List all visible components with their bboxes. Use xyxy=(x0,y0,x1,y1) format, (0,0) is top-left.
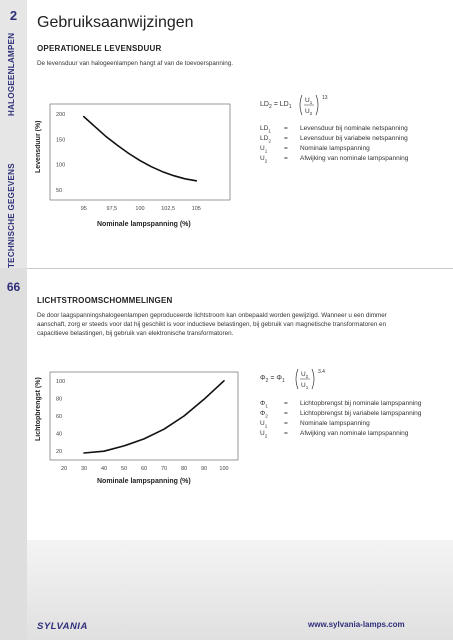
legend-text: Lichtopbrengst bij nominale lampspanning xyxy=(300,400,422,407)
chart1-xlabel: Nominale lampspanning (%) xyxy=(97,221,191,228)
legend-text: Levensduur bij variabele netspanning xyxy=(300,135,408,142)
paren-right xyxy=(316,95,318,115)
paren-right xyxy=(312,369,314,389)
plot-frame xyxy=(50,372,238,460)
legend-symbol: $\Phi_2$ xyxy=(260,410,268,419)
x-tick-label: 100 xyxy=(219,466,229,472)
x-tick-label: 70 xyxy=(160,466,168,472)
x-tick-label: 90 xyxy=(200,466,208,472)
y-tick-label: 20 xyxy=(56,449,63,456)
x-tick-label: 60 xyxy=(140,466,148,472)
legend1-row xyxy=(260,155,408,163)
chart1 xyxy=(48,102,238,212)
chapter-label: HALOGEENLAMPEN xyxy=(7,32,16,116)
x-tick-label: 40 xyxy=(100,466,108,472)
legend-equals: = xyxy=(284,430,288,437)
legend2-row xyxy=(260,400,421,408)
y-tick-label: 50 xyxy=(56,187,63,194)
legend-symbol: $U_1$ xyxy=(260,145,268,154)
plot-frame xyxy=(50,104,230,200)
x-tick-label: 95 xyxy=(80,206,87,212)
legend-equals: = xyxy=(284,420,288,427)
legend-symbol: $LD_2$ xyxy=(260,135,271,144)
legend-equals: = xyxy=(284,135,288,142)
section1-heading: OPERATIONELE LEVENSDUUR xyxy=(37,44,162,53)
website-link[interactable]: www.sylvania-lamps.com xyxy=(308,620,405,629)
legend-text: Afwijking van nominale lampspanning xyxy=(300,430,409,437)
page-title: Gebruiksaanwijzingen xyxy=(37,14,194,31)
legend2-row xyxy=(260,410,421,418)
section2-heading: LICHTSTROOMSCHOMMELINGEN xyxy=(37,296,173,305)
legend1-row xyxy=(260,135,408,143)
legend-text: Nominale lampspanning xyxy=(300,145,370,152)
section-divider xyxy=(27,268,453,269)
formula2-graphic xyxy=(260,366,332,392)
section1-text: De levensduur van halogeenlampen hangt af van de toevoerspanning. xyxy=(37,60,234,67)
legend-text: Nominale lampspanning xyxy=(300,420,370,427)
x-tick-label: 100 xyxy=(135,206,145,212)
legend-equals: = xyxy=(284,125,288,132)
sidebar xyxy=(0,0,27,640)
formula1-den: $U_2$ xyxy=(305,108,313,116)
y-tick-label: 100 xyxy=(56,162,66,169)
formula1-exponent: 13 xyxy=(322,95,328,101)
legend-symbol: $LD_1$ xyxy=(260,125,271,134)
legend-equals: = xyxy=(284,400,288,407)
chart2-xlabel: Nominale lampspanning (%) xyxy=(97,478,191,485)
chart1-ylabel: Levensduur (%) xyxy=(35,120,42,174)
x-tick-label: 30 xyxy=(80,466,88,472)
x-tick-label: 20 xyxy=(60,466,68,472)
formula1-num: $U_1$ xyxy=(305,97,313,105)
paren-left xyxy=(300,95,302,115)
x-tick-label: 80 xyxy=(180,466,188,472)
y-tick-label: 150 xyxy=(56,137,66,144)
formula2-lhs: $\Phi_2 = \Phi_1$ xyxy=(260,375,285,384)
legend2-row xyxy=(260,430,408,438)
legend1-row xyxy=(260,145,370,153)
formula2-exponent: 3.4 xyxy=(318,369,325,375)
section2-text: De door laagspanningshalogeenlampen geproduceerde lichtstroom kan onbepaald worden gewijzigd. Wanneer u een dimmer aanschaft, zorg er steeds voor dat hij geschikt is voor inductieve belastingen, bij gebruik van magnetische transformatoren en capacitieve belastingen, bij gebruik van elektronische transformatoren. xyxy=(37,312,387,338)
chart2-ylabel: Lichtopbrengst (%) xyxy=(35,377,42,441)
legend1-row xyxy=(260,125,408,133)
legend-symbol: $\Phi_1$ xyxy=(260,400,268,409)
formula2-num: $U_2$ xyxy=(301,371,309,379)
legend-symbol: $U_1$ xyxy=(260,420,268,429)
y-tick-label: 100 xyxy=(56,378,66,385)
legend2-row xyxy=(260,420,370,428)
x-tick-label: 102,5 xyxy=(161,206,176,212)
formula1-lhs: $LD_2 = LD_1$ xyxy=(260,101,292,110)
legend-symbol: $U_2$ xyxy=(260,155,268,164)
legend-equals: = xyxy=(284,155,288,162)
sylvania-logo: SYLVANIA xyxy=(37,621,88,632)
legend-equals: = xyxy=(284,145,288,152)
section-label: TECHNISCHE GEGEVENS xyxy=(7,163,16,268)
formula2-den: $U_1$ xyxy=(301,382,309,390)
formula1-graphic xyxy=(260,92,330,118)
legend-text: Afwijking van nominale lampspanning xyxy=(300,155,409,162)
x-tick-label: 105 xyxy=(191,206,201,212)
legend-symbol: $U_2$ xyxy=(260,430,268,439)
chapter-number: 2 xyxy=(9,8,18,23)
y-tick-label: 200 xyxy=(56,112,66,119)
paren-left xyxy=(296,369,298,389)
y-tick-label: 80 xyxy=(56,396,63,403)
formula1 xyxy=(260,92,330,120)
y-tick-label: 60 xyxy=(56,414,63,420)
chart2 xyxy=(48,370,248,472)
legend-text: Lichtopbrengst bij variabele lampspanning xyxy=(300,410,422,417)
y-tick-label: 40 xyxy=(56,431,63,438)
formula2 xyxy=(260,366,332,394)
x-tick-label: 50 xyxy=(120,466,128,472)
x-tick-label: 97,5 xyxy=(106,206,118,212)
page-number: 66 xyxy=(6,280,21,294)
legend-text: Levensduur bij nominale netspanning xyxy=(300,125,408,132)
legend-equals: = xyxy=(284,410,288,417)
